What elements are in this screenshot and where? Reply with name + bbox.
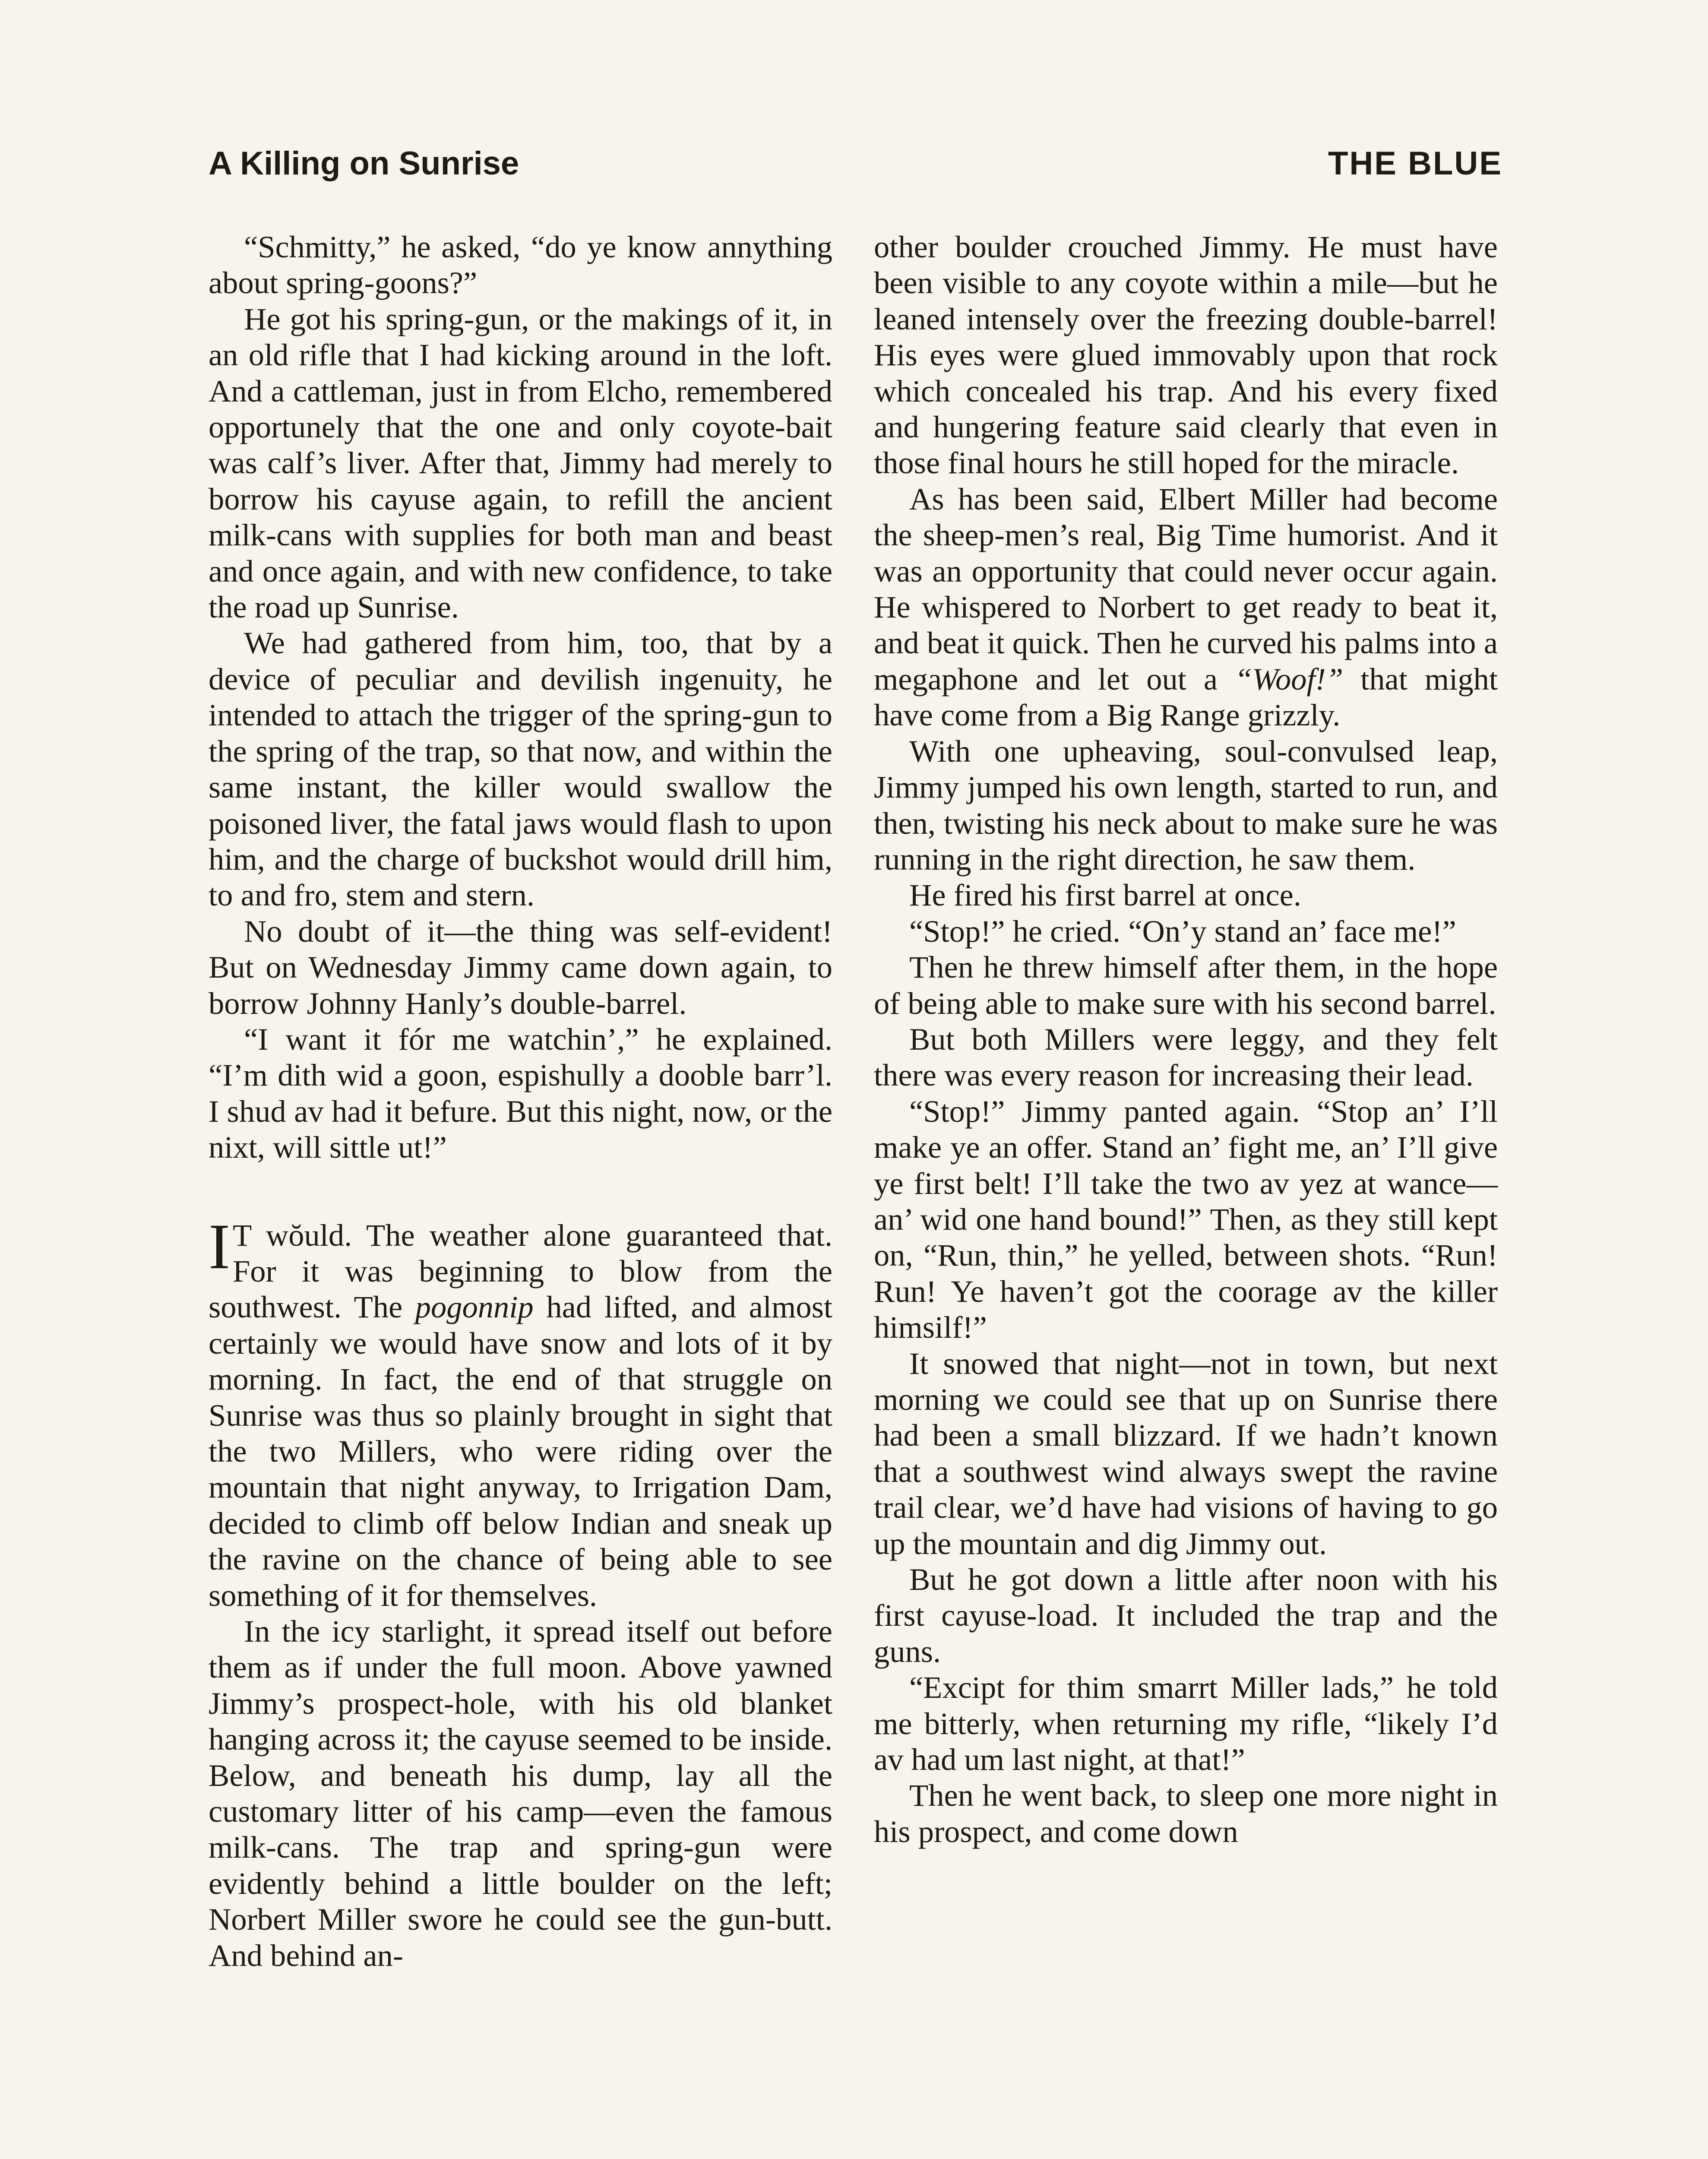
drop-cap: I xyxy=(209,1210,230,1282)
paragraph: “Stop!” Jimmy panted again. “Stop an’ I’ll make ye an offer. Stand an’ fight me, an’ I’ll give ye first belt! I’ll take the two av yez at wance—an’ wid one hand bound!” Then, as they still kept on, “Run, thin,” he yelled, between shots. “Run! Run! Ye haven’t got the coorage av the killer himsilf!” xyxy=(874,1093,1498,1345)
italic-term: pogonnip xyxy=(415,1289,534,1325)
running-title: A Killing on Sunrise xyxy=(209,145,519,182)
section-opening-paragraph xyxy=(209,1210,832,1613)
paragraph: We had gathered from him, too, that by a device of peculiar and devilish ingenuity, he intended to attach the trigger of the spring-gun to the spring of the trap, so that now, and within the same instant, the killer would swallow the poisoned liver, the fatal jaws would flash to upon him, and the charge of buckshot would drill him, to and fro, stem and stern. xyxy=(209,625,832,913)
paragraph-text: had lifted, and almost certainly we would have snow and lots of it by morning. In fact, the end of that struggle on Sunrise was thus so plainly brought in sight that the two Millers, who were riding over the mountain that night anyway, to Irrigation Dam, decided to climb off below Indian and sneak up the ravine on the chance of being able to see something of it for themselves. xyxy=(209,1289,832,1613)
paragraph-text: T wŏuld. The weather alone guaranteed that. For it was beginning to blow from the southwest. The xyxy=(209,1217,832,1325)
right-column xyxy=(874,229,1498,1849)
paragraph: It snowed that night—not in town, but next morning we could see that up on Sunrise there had been a small blizzard. If we hadn’t known that a southwest wind always swept the ravine trail clear, we’d have had visions of having to go up the mountain and dig Jimmy out. xyxy=(874,1345,1498,1561)
paragraph: With one upheaving, soul-convulsed leap, Jimmy jumped his own length, started to run, and then, twisting his neck about to make sure he was running in the right direction, he saw them. xyxy=(874,733,1498,877)
paragraph: But both Millers were leggy, and they felt there was every reason for increasing their lead. xyxy=(874,1021,1498,1093)
paragraph: Then he went back, to sleep one more night in his prospect, and come down xyxy=(874,1778,1498,1849)
italic-woof: “Woof!” xyxy=(1234,661,1344,696)
paragraph: “Excipt for thim smarrt Miller lads,” he told me bitterly, when returning my rifle, “likely I’d av had um last night, at that!” xyxy=(874,1670,1498,1777)
paragraph: He fired his first barrel at once. xyxy=(909,877,1301,913)
paragraph-text: As has been said, Elbert Miller had become the sheep-men’s real, Big Time humorist. And it was an opportunity that could never occur again. He whispered to Norbert to get ready to beat it, and beat it quick. Then he curved his palms into a megaphone and let out a xyxy=(874,481,1498,696)
paragraph xyxy=(874,481,1498,733)
paragraph: “Schmitty,” he asked, “do ye know annything about spring-goons?” xyxy=(209,229,832,301)
continued-paragraph: other boulder crouched Jimmy. He must have been visible to any coyote within a mile—but he leaned intensely over the freezing double-barrel! His eyes were glued immovably upon that rock which concealed his trap. And his every fixed and hungering feature said clearly that even in those final hours he still hoped for the miracle. xyxy=(874,229,1498,481)
paragraph: Then he threw himself after them, in the hope of being able to make sure with his second barrel. xyxy=(874,950,1498,1021)
paragraph: In the icy starlight, it spread itself out before them as if under the full moon. Above yawned Jimmy’s prospect-hole, with his old blanket hanging across it; the cayuse seemed to be inside. Below, and beneath his dump, lay all the customary litter of his camp—even the famous milk-cans. The trap and spring-gun were evidently behind a little boulder on the left; Norbert Miller swore he could see the gun-butt. And behind an- xyxy=(209,1614,832,1973)
paragraph: “I want it fór me watchin’,” he explained. “I’m dith wid a goon, espishully a dooble barr’l. I shud av had it befure. But this night, now, or the nixt, will sittle ut!” xyxy=(209,1021,832,1165)
left-column xyxy=(209,229,832,1973)
paragraph-text: that might have come from a Big Range grizzly. xyxy=(874,661,1498,733)
paragraph: But he got down a little after noon with his first cayuse-load. It included the trap and the guns. xyxy=(874,1562,1498,1669)
paragraph: He got his spring-gun, or the makings of it, in an old rifle that I had kicking around in the loft. And a cattleman, just in from Elcho, remembered opportunely that the one and only coyote-bait was calf’s liver. After that, Jimmy had merely to borrow his cayuse again, to refill the ancient milk-cans with supplies for both man and beast and once again, and with new confidence, to take the road up Sunrise. xyxy=(209,301,832,625)
paragraph: No doubt of it—the thing was self-evident! But on Wednesday Jimmy came down again, to borrow Johnny Hanly’s double-barrel. xyxy=(209,913,832,1021)
running-section-title: THE BLUE xyxy=(1328,145,1502,182)
paragraph: “Stop!” he cried. “On’y stand an’ face me!” xyxy=(909,913,1456,949)
